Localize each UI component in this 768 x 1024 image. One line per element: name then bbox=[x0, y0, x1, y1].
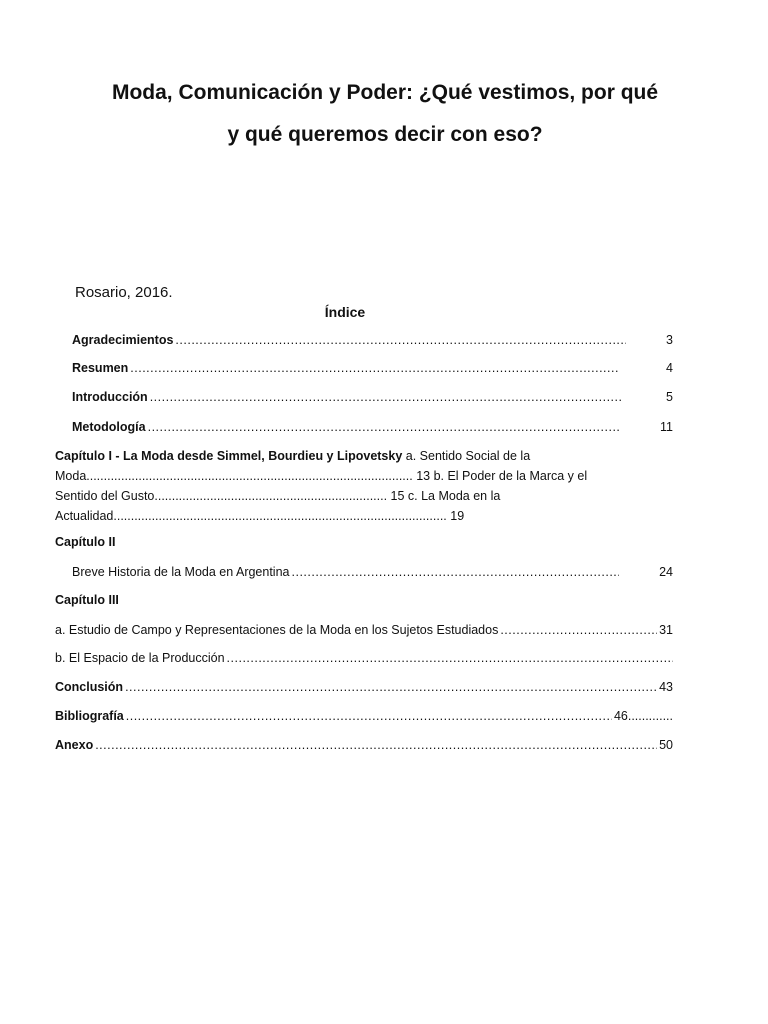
toc-entry-anexo[interactable] bbox=[55, 738, 673, 752]
toc-page: 5 bbox=[666, 390, 673, 404]
chapter-1-line3: Sentido del Gusto................................................................... 15 c. La Moda en la bbox=[55, 489, 501, 503]
chapter-1-line2: Moda.............................................................................................. 13 b. El Poder de la Marca y el bbox=[55, 469, 588, 483]
toc-page: 24 bbox=[659, 565, 673, 579]
toc-page: 31 bbox=[659, 623, 673, 637]
toc-dots bbox=[148, 420, 620, 434]
toc-dots bbox=[125, 680, 657, 694]
chapter-2-heading: Capítulo II bbox=[55, 535, 116, 549]
toc-entry-introduccion[interactable] bbox=[72, 390, 673, 404]
toc-label: Introducción bbox=[72, 390, 148, 404]
toc-entry-agradecimientos[interactable] bbox=[72, 333, 673, 347]
toc-dots bbox=[95, 738, 657, 752]
toc-label: b. El Espacio de la Producción bbox=[55, 651, 225, 665]
chapter-1-line1-rest: a. Sentido Social de la bbox=[402, 449, 531, 463]
place-date: Rosario, 2016. bbox=[75, 284, 173, 301]
toc-page: 43 bbox=[659, 680, 673, 694]
index-heading: Índice bbox=[324, 304, 366, 320]
toc-entry-estudio-de-campo[interactable] bbox=[55, 623, 673, 637]
toc-page: 3 bbox=[666, 333, 673, 347]
toc-dots bbox=[227, 651, 673, 665]
toc-dots bbox=[292, 565, 620, 579]
chapter-3-heading: Capítulo III bbox=[55, 593, 119, 607]
toc-entry-resumen[interactable] bbox=[72, 361, 673, 375]
document-title bbox=[60, 72, 710, 156]
toc-label: Anexo bbox=[55, 738, 94, 752]
toc-entry-metodologia[interactable] bbox=[72, 420, 673, 434]
toc-chapter-1[interactable] bbox=[55, 446, 665, 526]
toc-page: 50 bbox=[659, 738, 673, 752]
toc-entry-breve-historia[interactable] bbox=[72, 565, 673, 579]
toc-entry-bibliografia[interactable] bbox=[55, 709, 673, 723]
toc-trailing-dots: ............. bbox=[627, 709, 673, 723]
toc-label: Conclusión bbox=[55, 680, 124, 694]
toc-label: Bibliografía bbox=[55, 709, 124, 723]
toc-label: a. Estudio de Campo y Representaciones de la Moda en los Sujetos Estudiados bbox=[55, 623, 499, 637]
chapter-1-line4: Actualidad................................................................................................ 19 bbox=[55, 509, 465, 523]
toc-page: 4 bbox=[666, 361, 673, 375]
chapter-1-heading: Capítulo I - La Moda desde Simmel, Bourdieu y Lipovetsky bbox=[55, 449, 403, 463]
toc-label: Agradecimientos bbox=[72, 333, 174, 347]
title-line-2: y qué queremos decir con eso? bbox=[227, 123, 543, 146]
toc-entry-espacio-produccion[interactable] bbox=[55, 651, 673, 665]
toc-dots bbox=[500, 623, 657, 637]
title-line-1: Moda, Comunicación y Poder: ¿Qué vestimos, por qué bbox=[111, 81, 659, 104]
toc-entry-conclusion[interactable] bbox=[55, 680, 673, 694]
toc-dots bbox=[150, 390, 622, 404]
toc-dots bbox=[130, 361, 620, 375]
toc-label: Resumen bbox=[72, 361, 129, 375]
toc-page: 46 bbox=[613, 709, 628, 723]
toc-dots bbox=[175, 333, 626, 347]
toc-page: 11 bbox=[660, 420, 673, 434]
toc-label: Metodología bbox=[72, 420, 146, 434]
toc-label: Breve Historia de la Moda en Argentina bbox=[72, 565, 290, 579]
toc-dots bbox=[126, 709, 612, 723]
